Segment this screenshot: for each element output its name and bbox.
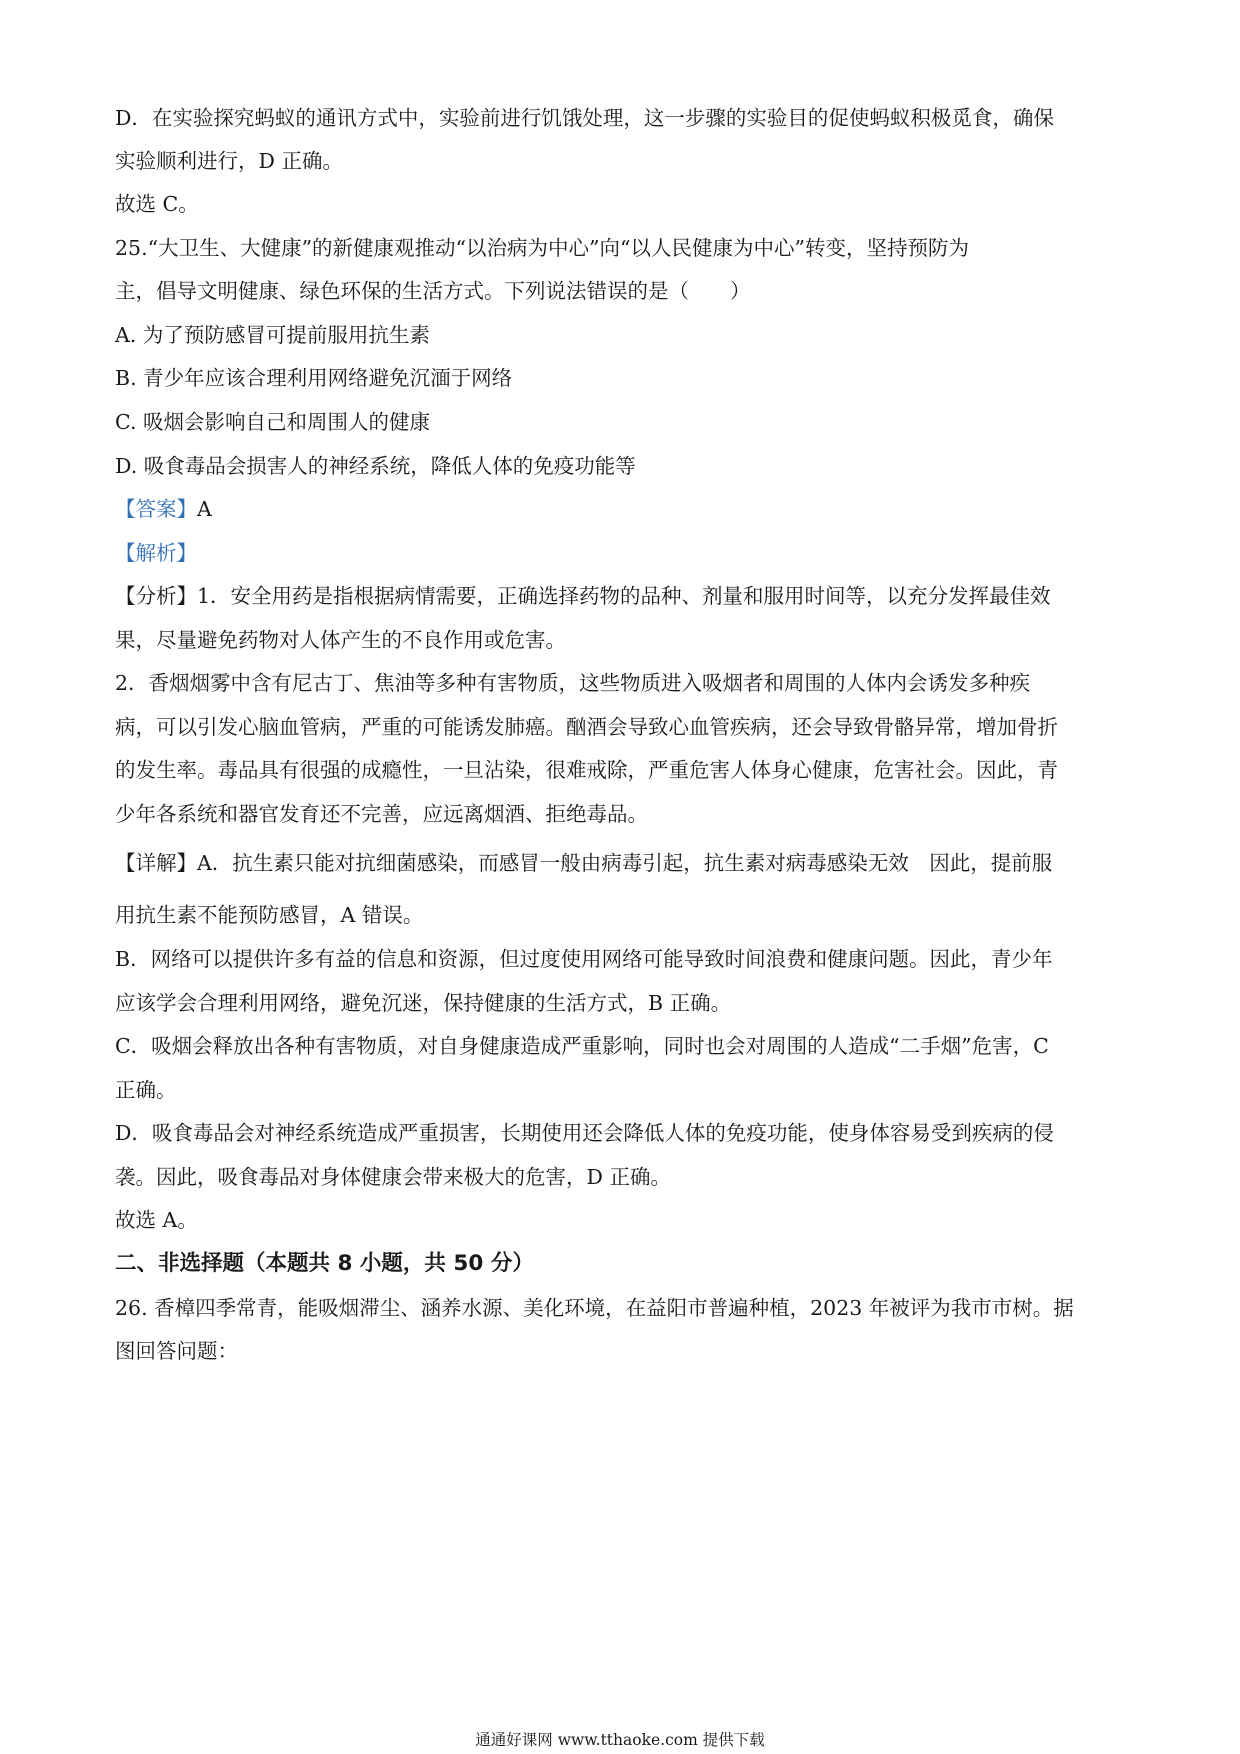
detail-text: 【详解】A．抗生素只能对抗细菌感染，而感冒一般由病毒引起，抗生素对病毒感染无效 因此，提前服	[115, 851, 1053, 875]
text-line: D．在实验探究蚂蚁的通讯方式中，实验前进行饥饿处理，这一步骤的实验目的促使蚂蚁积极觅食，确保	[115, 106, 1054, 130]
analysis-text: 的发生率。毒品具有很强的成瘾性，一旦沾染，很难戒除，严重危害人体身心健康，危害社会。因此，青	[115, 758, 1058, 782]
answer-value: A	[197, 497, 212, 521]
detail-text: C．吸烟会释放出各种有害物质，对自身健康造成严重影响，同时也会对周围的人造成“二手烟”危害，C	[115, 1034, 1049, 1058]
text-line: 故选 A。	[115, 1208, 198, 1232]
option-a: A. 为了预防感冒可提前服用抗生素	[115, 323, 430, 347]
option-b: B. 青少年应该合理利用网络避免沉湎于网络	[115, 366, 513, 390]
analysis-text: 果，尽量避免药物对人体产生的不良作用或危害。	[115, 628, 566, 652]
question-25-stem: 25.“大卫生、大健康”的新健康观推动“以治病为中心”向“以人民健康为中心”转变，坚持预防为	[115, 236, 969, 260]
question-25-stem: 主，倡导文明健康、绿色环保的生活方式。下列说法错误的是（ ）	[115, 279, 751, 303]
analysis-text: 少年各系统和器官发育还不完善，应远离烟酒、拒绝毒品。	[115, 802, 648, 826]
detail-text: 正确。	[115, 1078, 177, 1102]
detail-text: D．吸食毒品会对神经系统造成严重损害，长期使用还会降低人体的免疫功能，使身体容易受到疾病的侵	[115, 1121, 1054, 1145]
answer-line	[115, 499, 212, 520]
detail-text: B．网络可以提供许多有益的信息和资源，但过度使用网络可能导致时间浪费和健康问题。因此，青少年	[115, 947, 1053, 971]
analysis-text: 病，可以引发心脑血管病，严重的可能诱发肺癌。酗酒会导致心血管疾病，还会导致骨骼异常，增加骨折	[115, 715, 1058, 739]
answer-label: 【答案】	[115, 497, 197, 521]
question-26-stem: 26. 香樟四季常青，能吸烟滞尘、涵养水源、美化环境，在益阳市普遍种植，2023 年被评为我市市树。据	[115, 1296, 1074, 1320]
page-footer: 通通好课网 www.tthaoke.com 提供下载	[475, 1731, 765, 1749]
option-d: D. 吸食毒品会损害人的神经系统，降低人体的免疫功能等	[115, 454, 636, 478]
detail-text: 应该学会合理利用网络，避免沉迷，保持健康的生活方式，B 正确。	[115, 991, 732, 1015]
section-heading: 二、非选择题（本题共 8 小题，共 50 分）	[115, 1251, 534, 1276]
text-line: 实验顺利进行，D 正确。	[115, 149, 343, 173]
question-26-stem: 图回答问题：	[115, 1339, 238, 1363]
detail-text: 用抗生素不能预防感冒，A 错误。	[115, 903, 424, 927]
detail-text: 袭。因此，吸食毒品对身体健康会带来极大的危害，D 正确。	[115, 1165, 671, 1189]
option-c: C. 吸烟会影响自己和周围人的健康	[115, 410, 430, 434]
text-line: 故选 C。	[115, 192, 199, 216]
analysis-label: 【解析】	[115, 541, 197, 565]
analysis-text: 【分析】1．安全用药是指根据病情需要，正确选择药物的品种、剂量和服用时间等，以充分发挥最佳效	[115, 584, 1051, 608]
analysis-text: 2．香烟烟雾中含有尼古丁、焦油等多种有害物质，这些物质进入吸烟者和周围的人体内会诱发多种疾	[115, 671, 1031, 695]
